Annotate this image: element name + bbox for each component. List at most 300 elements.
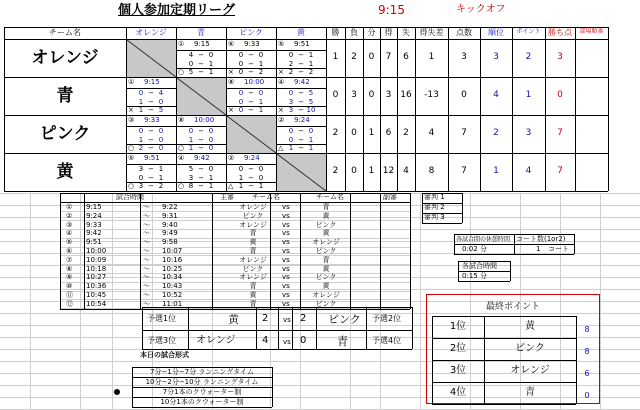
home-team: オレンジ (239, 273, 267, 282)
result-mark: ○ (128, 144, 135, 152)
match-end: 9:22 (162, 203, 178, 211)
score-against: 0 (258, 89, 264, 97)
match-start: 10:45 (86, 291, 107, 299)
playoff-first-label: 予選1位 (147, 314, 177, 323)
score-dash: − (198, 135, 204, 144)
team-stat: -13 (424, 90, 439, 100)
away-team: 青 (322, 255, 330, 264)
score-dash: − (248, 59, 254, 68)
grid-line (84, 193, 85, 309)
vs-label: vs (282, 255, 290, 264)
tilde: 〜 (143, 203, 150, 211)
final-rank: 2位 (449, 343, 467, 354)
score-against: 2 (258, 68, 264, 76)
home-team: オレンジ (239, 203, 267, 211)
header-team-home: チーム名 (252, 193, 280, 201)
away-team: ピンク (315, 220, 337, 229)
score-against: 0 (258, 173, 264, 182)
team-stat: 4 (428, 128, 435, 138)
team-stat: 0 (368, 90, 375, 100)
playoff-second-label: 予選2位 (372, 314, 402, 323)
score-for: 0 (188, 127, 194, 135)
match-time: 9:51 (144, 154, 160, 162)
grid-line (432, 404, 576, 405)
home-team: ピンク (242, 211, 264, 220)
score-dash: − (248, 51, 254, 59)
score-dash: − (148, 165, 154, 173)
stat-header: 得 (384, 28, 393, 37)
team-stat: 3 (461, 52, 467, 62)
score-for: 1 (238, 182, 244, 190)
match-number: ① (178, 40, 185, 48)
stat-header: 点数 (456, 28, 472, 37)
score-for: 2 (138, 144, 144, 152)
result-mark: ○ (178, 144, 185, 152)
score-dash: − (298, 89, 304, 97)
grid-line (574, 234, 575, 254)
grid-line (410, 193, 411, 309)
team-stat: 0 (461, 90, 467, 100)
header-match-time: 試合時間 (116, 193, 144, 201)
team-stat: 16 (400, 90, 412, 100)
score-dash: − (148, 144, 154, 152)
team-stat: 2 (493, 128, 499, 138)
score-for: 0 (288, 135, 294, 144)
score-for: 3 (288, 97, 294, 106)
score-for: 1 (138, 97, 144, 106)
team-stat: 4 (403, 166, 409, 176)
match-no: ⑨ (66, 273, 73, 282)
match-time: 9:15 (144, 78, 160, 86)
playoff-fourth-score: 0 (300, 335, 307, 346)
grid-line (270, 193, 271, 309)
grid-line (142, 330, 412, 331)
team-stat: 7 (461, 128, 467, 138)
score-for: 0 (138, 173, 144, 182)
score-dash: − (148, 173, 154, 182)
final-rank: 3位 (449, 365, 467, 376)
match-no: ⑪ (66, 291, 73, 299)
score-dash: − (298, 127, 304, 135)
team-stat: 6 (385, 128, 392, 138)
match-end: 10:16 (162, 255, 183, 264)
match-no: ⑧ (66, 264, 73, 273)
team-stat: 0 (368, 52, 375, 62)
grid-line (60, 309, 410, 310)
team-stat: 3 (525, 128, 532, 138)
away-team: 黄 (322, 264, 330, 273)
grid-line (316, 307, 317, 349)
match-start: 10:18 (86, 264, 107, 273)
score-dash: − (248, 165, 254, 173)
selected-format-radio[interactable] (114, 399, 120, 405)
match-number: ④ (178, 154, 185, 162)
match-end: 9:31 (162, 211, 178, 220)
score-against: 0 (208, 165, 214, 173)
score-against: 1 (258, 182, 264, 190)
vs-label: vs (283, 316, 291, 324)
stat-header: 失 (402, 28, 410, 37)
playoff-third-team: オレンジ (196, 335, 236, 346)
match-number: ⑧ (178, 116, 185, 124)
home-team: オレンジ (239, 255, 267, 264)
match-start: 10:54 (86, 299, 107, 308)
match-number: ② (228, 154, 235, 162)
format-option[interactable]: 10分−2分−10分 ランニングタイム (145, 378, 259, 386)
match-end: 10:34 (162, 273, 183, 282)
score-dash: − (148, 182, 154, 190)
tilde: 〜 (143, 247, 150, 255)
score-dash: − (248, 182, 254, 190)
vs-label: vs (282, 282, 290, 291)
stat-header: 分 (367, 28, 376, 37)
score-for: 0 (238, 59, 244, 68)
score-against: 0 (158, 97, 164, 106)
score-against: 1 (308, 59, 314, 68)
referee-label: 審判 3 (424, 213, 445, 221)
score-dash: − (148, 89, 154, 97)
team-stat: 0 (351, 166, 357, 176)
stat-header: 得失差 (419, 28, 444, 37)
playoff-second-team: ピンク (328, 313, 361, 326)
team-stat: 1 (428, 52, 435, 62)
playoff-first-team: 黄 (228, 313, 239, 326)
team-name-1: 青 (56, 86, 74, 106)
match-number: ③ (128, 116, 135, 124)
score-dash: − (298, 144, 304, 152)
team-name-3: 黄 (56, 162, 74, 182)
score-against: 0 (208, 144, 214, 152)
header-team-away: チーム名 (316, 193, 344, 201)
vs-label: vs (282, 299, 290, 308)
team-stat: 1 (368, 128, 375, 138)
team-stat: 2 (351, 52, 357, 62)
match-number: ⑤ (278, 40, 285, 48)
grid-line (350, 193, 351, 309)
grid-line (300, 193, 301, 309)
match-start: 9:51 (86, 238, 102, 247)
vs-label: vs (282, 211, 290, 220)
score-for: 0 (288, 51, 294, 59)
match-no: ⑤ (66, 238, 73, 247)
team-stat: 6 (403, 52, 409, 62)
score-against: 2 (308, 68, 314, 76)
final-rank: 1位 (449, 321, 467, 332)
score-dash: − (248, 106, 254, 114)
match-end: 9:49 (162, 229, 178, 238)
match-time: 9:33 (144, 116, 160, 124)
tilde: 〜 (143, 282, 150, 291)
court-count-unit: コート (548, 245, 569, 253)
score-for: 0 (238, 165, 244, 173)
score-dash: − (198, 144, 204, 152)
away-team: 黄 (322, 229, 330, 238)
team-stat: 1 (368, 166, 375, 176)
away-team: ピンク (315, 247, 337, 255)
score-for: 3 (288, 106, 294, 114)
selected-format-radio[interactable] (114, 379, 120, 385)
vs-label: vs (282, 238, 290, 247)
score-for: 3 (138, 182, 144, 190)
match-time-value[interactable]: 0:15 分 (462, 272, 487, 280)
grid-line (292, 307, 293, 349)
score-dash: − (148, 97, 154, 106)
score-against: 1 (308, 144, 314, 152)
grid-line (462, 193, 463, 223)
score-dash: − (248, 68, 254, 76)
playoff-fourth-label: 予選4位 (372, 336, 402, 345)
grid-line (422, 223, 462, 224)
match-start: 10:09 (86, 255, 107, 264)
match-time: 10:00 (244, 78, 265, 86)
vs-label: vs (283, 338, 291, 346)
format-option[interactable]: 7分−1分−7分 ランニングタイム (150, 368, 254, 376)
final-points-value: 8 (584, 347, 590, 356)
referee-label: 審判 2 (424, 203, 445, 211)
match-no: ① (66, 203, 73, 211)
break-time-label: 各試合間の休憩時間 (456, 236, 511, 243)
score-dash: − (298, 97, 304, 106)
grid-line (142, 307, 412, 308)
opponent-header: 青 (197, 28, 205, 37)
grid-line (454, 234, 455, 254)
grid-line (366, 307, 367, 349)
vs-label: vs (282, 264, 290, 273)
grid-line (142, 349, 412, 350)
score-against: 0 (258, 51, 264, 59)
vs-label: vs (282, 273, 290, 282)
grid-line (454, 254, 574, 255)
match-time-label: 各試合時間 (462, 262, 497, 270)
away-team: 青 (322, 203, 330, 211)
playoff-third-score: 4 (262, 335, 269, 346)
referee-label: 審判 1 (424, 193, 445, 201)
score-against: 1 (208, 173, 214, 182)
grid-line (212, 193, 213, 309)
score-against: 1 (308, 135, 314, 144)
court-count-label: コート数(1or2) (516, 235, 566, 243)
grid-line (272, 367, 273, 407)
home-team: ピンク (242, 264, 264, 273)
score-dash: − (298, 106, 304, 114)
match-end: 11:01 (162, 299, 183, 308)
stat-header: 負 (350, 28, 358, 37)
score-dash: − (298, 59, 304, 68)
opponent-header: 黄 (297, 28, 305, 37)
match-time: 9:51 (294, 40, 310, 48)
match-end: 9:40 (162, 220, 178, 229)
final-team: オレンジ (510, 365, 550, 376)
score-for: 2 (288, 68, 294, 76)
grid-line (60, 202, 410, 203)
score-dash: − (298, 51, 304, 59)
format-option[interactable]: 7分1本のクウォーター制 (162, 388, 242, 396)
match-end: 10:07 (162, 247, 183, 255)
score-for: 0 (138, 127, 144, 135)
tilde: 〜 (143, 211, 150, 220)
score-against: 1 (308, 51, 314, 59)
team-stat: 3 (493, 52, 499, 62)
team-stat: 2 (332, 128, 339, 138)
tilde: 〜 (143, 299, 150, 308)
stat-header: 順位 (488, 28, 504, 37)
score-for: 1 (138, 106, 144, 114)
score-for: 0 (138, 89, 144, 97)
score-dash: − (148, 135, 154, 144)
team-stat: 2 (403, 128, 409, 138)
score-against: 0 (208, 127, 214, 135)
match-time: 9:33 (244, 40, 260, 48)
court-count-value[interactable]: 1 (536, 245, 541, 253)
match-number: ④ (278, 78, 285, 86)
match-no: ⑦ (66, 255, 73, 264)
grid-line (60, 193, 61, 309)
grid-line (188, 307, 189, 349)
final-team: ピンク (515, 343, 545, 354)
match-start: 9:33 (86, 220, 102, 229)
match-start: 10:27 (86, 273, 107, 282)
score-for: 1 (188, 144, 194, 152)
team-stat: 0 (557, 90, 563, 100)
score-for: 8 (188, 182, 194, 190)
stat-header: 勝 (331, 28, 340, 37)
final-points-value: 0 (584, 391, 590, 400)
score-for: 0 (238, 89, 244, 97)
team-column-header: チーム名 (49, 28, 81, 37)
team-stat: 0 (332, 90, 339, 100)
score-for: 0 (188, 59, 194, 68)
score-against: 4 (158, 89, 164, 97)
score-for: 5 (188, 165, 194, 173)
format-option[interactable]: 10分1本のクウォーター制 (160, 398, 244, 406)
score-dash: − (148, 127, 154, 135)
away-team: ピンク (315, 273, 337, 282)
stat-header: 部場順番 (579, 28, 604, 35)
score-dash: − (248, 89, 254, 97)
team-stat: 4 (493, 90, 499, 100)
team-stat: 1 (332, 52, 339, 62)
score-against: 2 (158, 182, 164, 190)
result-mark: × (228, 68, 234, 76)
grid-line (412, 307, 413, 349)
vs-label: vs (282, 229, 290, 238)
score-dash: − (248, 97, 254, 106)
team-stat: 7 (385, 52, 392, 62)
final-team: 青 (525, 387, 535, 398)
score-against: 10 (306, 106, 316, 114)
score-against: 0 (158, 127, 164, 135)
grid-line (256, 307, 257, 349)
score-against: 0 (208, 51, 214, 59)
score-for: 3 (188, 173, 194, 182)
grid-line (510, 261, 511, 281)
score-dash: − (198, 68, 204, 76)
score-for: 5 (188, 68, 194, 76)
score-against: 0 (208, 135, 214, 144)
selected-format-radio[interactable] (114, 389, 120, 395)
selected-format-radio[interactable] (114, 369, 120, 375)
score-dash: − (148, 106, 154, 114)
match-time: 9:42 (194, 154, 210, 162)
match-time: 9:42 (294, 78, 310, 86)
match-number: ⑤ (128, 154, 135, 162)
score-against: 5 (308, 97, 314, 106)
score-for: 2 (288, 59, 294, 68)
match-number: ⑥ (228, 40, 235, 48)
match-no: ⑫ (66, 299, 73, 308)
score-dash: − (198, 51, 204, 59)
match-start: 9:24 (86, 211, 102, 220)
stat-header: ポイント (516, 28, 541, 35)
score-for: 0 (238, 106, 244, 114)
team-stat: 3 (351, 90, 357, 100)
score-dash: − (298, 68, 304, 76)
score-dash: − (198, 182, 204, 190)
tilde: 〜 (143, 255, 150, 264)
playoff-first-score: 2 (262, 313, 269, 324)
match-no: ④ (66, 229, 73, 238)
grid-line (142, 307, 143, 349)
team-stat: 3 (557, 52, 563, 62)
team-name-2: ピンク (39, 124, 91, 144)
score-dash: − (198, 59, 204, 68)
match-end: 10:52 (162, 291, 183, 299)
final-points-value: 8 (584, 325, 590, 334)
score-against: 0 (158, 135, 164, 144)
match-start: 10:00 (86, 247, 107, 255)
team-stat: 12 (382, 166, 395, 176)
score-against: 1 (258, 106, 264, 114)
score-dash: − (298, 135, 304, 144)
playoff-third-label: 予選3位 (147, 336, 177, 345)
match-start: 9:15 (86, 203, 102, 211)
vs-label: vs (282, 291, 290, 299)
score-for: 0 (288, 89, 294, 97)
score-for: 4 (188, 51, 194, 59)
home-team: 青 (249, 299, 257, 308)
grid-line (458, 261, 510, 262)
header-main-ref: 主審 (220, 193, 234, 201)
grid-line (422, 193, 423, 223)
playoff-fourth-team: 青 (337, 335, 348, 348)
tilde: 〜 (143, 273, 150, 282)
team-stat: 3 (385, 90, 392, 100)
opponent-header: ピンク (239, 28, 263, 37)
match-number: ② (278, 116, 285, 124)
grid-line (422, 193, 462, 194)
score-against: 1 (158, 165, 164, 173)
result-mark: △ (278, 144, 284, 152)
score-against: 1 (158, 173, 164, 182)
break-time-value: 0:02 分 (462, 245, 487, 253)
score-against: 5 (158, 106, 164, 114)
result-mark: × (278, 106, 284, 114)
match-no: ⑩ (66, 282, 73, 291)
match-number: ① (128, 78, 135, 86)
score-against: 1 (208, 59, 214, 68)
team-name-0: オレンジ (31, 48, 99, 68)
team-stat: 1 (525, 90, 532, 100)
match-number: ⑧ (228, 78, 235, 86)
match-end: 10:25 (162, 264, 183, 273)
score-for: 1 (138, 135, 144, 144)
match-time: 9:24 (294, 116, 310, 124)
match-end: 9:58 (162, 238, 178, 247)
tilde: 〜 (143, 238, 150, 247)
grid-line (380, 193, 381, 309)
score-for: 0 (238, 68, 244, 76)
kickoff-label: キックオフ (456, 4, 506, 15)
